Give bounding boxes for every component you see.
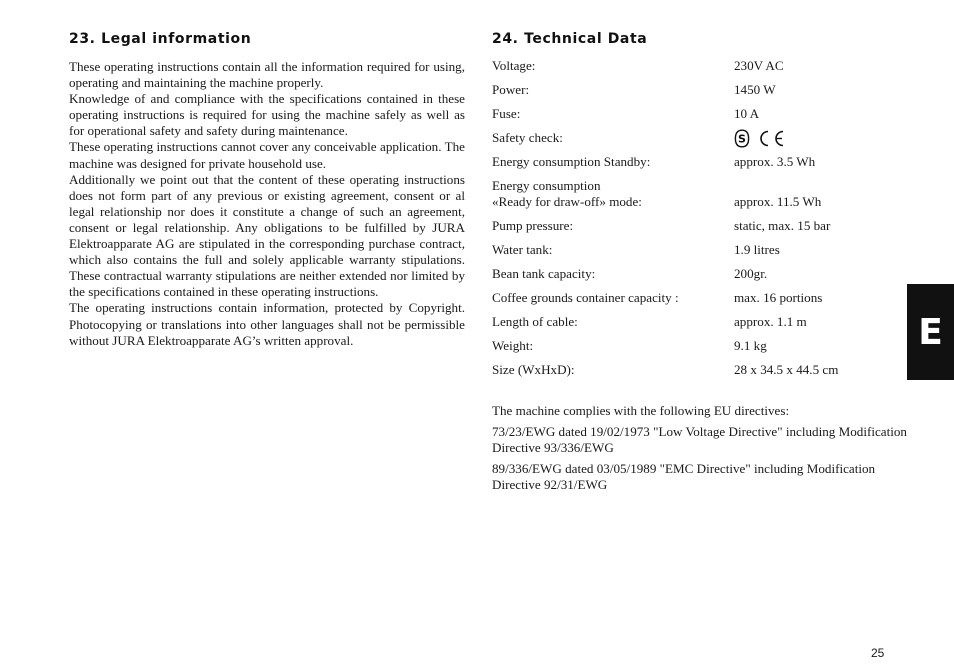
safety-marks	[734, 130, 912, 146]
legal-heading: 23. Legal information	[69, 31, 252, 47]
spec-value: 28 x 34.5 x 44.5 cm	[734, 362, 839, 377]
legal-paragraph: Additionally we point out that the content of these operating instructions does not form part of any previous or existing agreement, consent or al legal relationship nor does it constitute a change of such an agreement, consent or legal relationship. Any obligations to be fulfilled by JURA Elektroapparate AG are stipulated in the corresponding purchase contract, which also contains the full and solely applicable warranty stipulations. These contractual warranty stipulations are neither extended nor limited by the specifications contained in these operating instructions.	[69, 171, 465, 300]
spec-row-power	[492, 82, 912, 98]
technical-data-table	[492, 58, 912, 386]
spec-label: Bean tank capacity:	[492, 266, 596, 281]
ce-mark-icon	[756, 129, 786, 148]
spec-value: 9.1 kg	[734, 338, 767, 353]
spec-row-water-tank	[492, 242, 912, 258]
spec-value: approx. 1.1 m	[734, 314, 807, 329]
technical-heading: 24. Technical Data	[492, 31, 648, 47]
spec-value: 1450 W	[734, 82, 776, 97]
legal-text	[69, 59, 465, 349]
safety-s-mark-icon	[734, 129, 750, 148]
spec-value: 10 A	[734, 106, 760, 121]
spec-label: Energy consumption Standby:	[492, 154, 651, 169]
spec-row-cable-length	[492, 314, 912, 330]
legal-paragraph: The operating instructions contain information, protected by Copyright. Photocopying or translations into other languages shall not be permissible without JURA Elektroapparate AG’s written approval.	[69, 300, 465, 348]
spec-label: Safety check:	[492, 130, 563, 145]
eu-directives	[492, 403, 912, 498]
spec-row-voltage	[492, 58, 912, 74]
page-number: 25	[871, 646, 885, 660]
directive-item: 89/336/EWG dated 03/05/1989 "EMC Directive" including Modification Directive 92/31/EWG	[492, 461, 876, 492]
spec-value: approx. 3.5 Wh	[734, 154, 816, 169]
legal-paragraph: Knowledge of and compliance with the specifications contained in these operating instructions is required for using the machine safely as well as for operational safety and safety during maintenance.	[69, 91, 465, 139]
spec-label-line: Energy consumption	[492, 178, 601, 193]
spec-label	[492, 178, 734, 210]
spec-label: Fuse:	[492, 106, 521, 121]
spec-row-safety-check	[492, 130, 912, 146]
spec-label: Coffee grounds container capacity :	[492, 290, 679, 305]
spec-value: max. 16 portions	[734, 290, 823, 305]
spec-label: Size (WxHxD):	[492, 362, 575, 377]
spec-label: Voltage:	[492, 58, 536, 73]
legal-paragraph: These operating instructions cannot cover any conceivable application. The machine was designed for private household use.	[69, 139, 465, 171]
spec-label: Pump pressure:	[492, 218, 574, 233]
spec-row-bean-tank	[492, 266, 912, 282]
spec-row-pump-pressure	[492, 218, 912, 234]
spec-label: Water tank:	[492, 242, 553, 257]
spec-row-fuse	[492, 106, 912, 122]
spec-row-standby	[492, 154, 912, 170]
language-tab-e: E	[907, 284, 954, 380]
spec-label: Length of cable:	[492, 314, 578, 329]
spec-row-size	[492, 362, 912, 378]
svg-text:S: S	[738, 132, 746, 146]
directives-intro: The machine complies with the following EU directives:	[492, 403, 790, 418]
spec-value: approx. 11.5 Wh	[734, 194, 822, 209]
spec-value: 200gr.	[734, 266, 768, 281]
directive-item: 73/23/EWG dated 19/02/1973 "Low Voltage Directive" including Modification Directive 93/336/EWG	[492, 424, 907, 455]
spec-row-ready-mode	[492, 178, 912, 210]
spec-row-grounds-container	[492, 290, 912, 306]
spec-value: 230V AC	[734, 58, 784, 73]
spec-label: Weight:	[492, 338, 534, 353]
spec-value: static, max. 15 bar	[734, 218, 831, 233]
spec-label-line: «Ready for draw-off» mode:	[492, 194, 642, 209]
legal-paragraph: These operating instructions contain all the information required for using, operating and maintaining the machine properly.	[69, 59, 465, 91]
spec-row-weight	[492, 338, 912, 354]
spec-value: 1.9 litres	[734, 242, 780, 257]
spec-label: Power:	[492, 82, 530, 97]
